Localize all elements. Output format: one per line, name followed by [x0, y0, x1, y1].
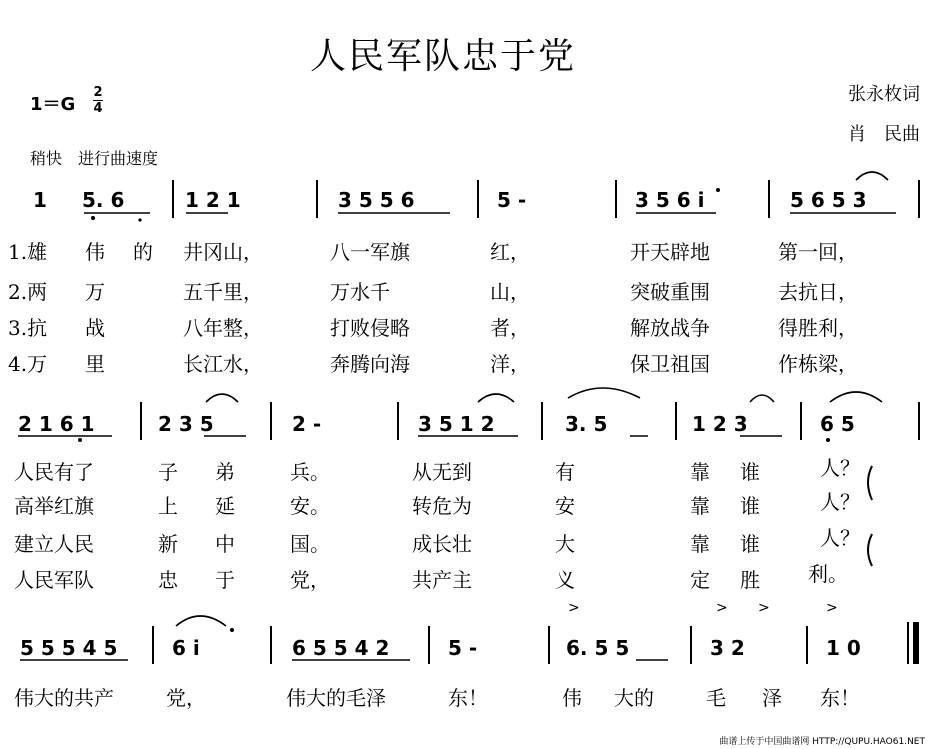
lyric: 党，: [166, 686, 206, 710]
measure-3-6: 3 2: [710, 636, 745, 660]
measure-1-3: 1 2 1: [185, 188, 241, 212]
lyric: 伟大的共产: [14, 686, 114, 710]
lyric: 大的: [614, 686, 654, 710]
lyric: 开天辟地: [630, 240, 710, 264]
lyric: 谁: [740, 460, 760, 484]
measure-2-1: 2 1 6 1: [18, 412, 95, 436]
measure-2-5: 3. 5: [565, 412, 608, 436]
lyric: 中: [215, 532, 235, 556]
lyric: 的: [133, 240, 153, 264]
lyric: 靠: [690, 532, 710, 556]
lyric: 上: [158, 494, 178, 518]
lyric: 忠: [158, 568, 178, 592]
lyric: 突破重围: [630, 280, 710, 304]
lyric: 成长壮: [412, 532, 472, 556]
lyric: 利。: [808, 562, 848, 586]
measure-3-5: 6. 5 5: [566, 636, 630, 660]
lyric: 第一回，: [778, 240, 858, 264]
lyric: 人？: [820, 526, 860, 550]
measure-1-2: 5. 6: [82, 188, 125, 212]
lyric: 八年整，: [183, 316, 263, 340]
lyric: 安: [555, 494, 575, 518]
lyric: 去抗日，: [778, 280, 858, 304]
tempo-marking: 稍快 进行曲速度: [30, 149, 159, 168]
key-signature: 1＝G: [30, 94, 76, 115]
measure-3-2: 6 i: [172, 636, 200, 660]
measure-2-2: 2 3 5: [158, 412, 214, 436]
measure-3-3: 6 5 5 4 2: [292, 636, 390, 660]
accent-mark: >: [716, 600, 728, 616]
measure-3-1: 5 5 5 4 5: [20, 636, 118, 660]
lyric: 义: [555, 568, 575, 592]
lyric: 毛: [706, 686, 726, 710]
lyric: 里: [85, 352, 105, 376]
lyric: 八一军旗: [330, 240, 410, 264]
lyric: 人民军队: [14, 568, 94, 592]
song-title: 人民军队忠于党: [310, 36, 577, 77]
lyric: 大: [555, 532, 575, 556]
measure-1-7: 5 6 5 3: [790, 188, 867, 212]
lyric: 谁: [740, 532, 760, 556]
lyric: 弟: [215, 460, 235, 484]
measure-2-6: 1 2 3: [692, 412, 748, 436]
accent-mark: >: [758, 600, 770, 616]
lyric: 转危为: [412, 494, 472, 518]
lyric: 于: [215, 568, 235, 592]
lyric: 打败侵略: [330, 316, 410, 340]
lyric: 4.万: [8, 352, 48, 376]
accent-mark: >: [826, 600, 838, 616]
lyric: 靠: [690, 460, 710, 484]
lyric: 者，: [490, 316, 530, 340]
composer-credit: 肖 民曲: [848, 124, 920, 145]
lyric: 谁: [740, 494, 760, 518]
lyric: 建立人民: [14, 532, 94, 556]
lyric: 定: [690, 568, 710, 592]
measure-1-5: 5 -: [497, 188, 527, 212]
watermark: 曲谱上传于中国曲谱网 HTTP://QUPU.HAO61.NET: [719, 737, 925, 747]
lyric: 战: [85, 316, 105, 340]
time-signature-top: 2: [93, 85, 103, 100]
lyric: 人民有了: [14, 460, 94, 484]
lyric: 1.雄: [8, 240, 48, 264]
lyric: 万: [85, 280, 105, 304]
lyric: 从无到: [412, 460, 472, 484]
lyric: 有: [555, 460, 575, 484]
lyric: 伟: [85, 240, 105, 264]
measure-2-7: 6 5: [820, 412, 855, 436]
lyric: 党，: [290, 568, 330, 592]
lyric: 作栋梁，: [778, 352, 858, 376]
lyric: 奔腾向海: [330, 352, 410, 376]
lyric: 洋，: [490, 352, 530, 376]
lyric: 保卫祖国: [630, 352, 710, 376]
lyric: 延: [215, 494, 235, 518]
measure-1-1: 1: [33, 188, 47, 212]
lyric: 井冈山，: [183, 240, 263, 264]
measure-2-4: 3 5 1 2: [418, 412, 495, 436]
measure-1-6: 3 5 6 i: [635, 188, 705, 212]
lyricist-credit: 张永枚词: [848, 84, 920, 105]
lyric: 靠: [690, 494, 710, 518]
measure-2-3: 2 -: [292, 412, 322, 436]
lyric: 长江水，: [183, 352, 263, 376]
lyric: 人？: [820, 490, 860, 514]
lyric: 兵。: [290, 460, 330, 484]
lyric: 安。: [290, 494, 330, 518]
lyric: 山，: [490, 280, 530, 304]
lyric: 共产主: [412, 568, 472, 592]
lyric: 子: [158, 460, 178, 484]
lyric: 万水千: [330, 280, 390, 304]
lyric: 东！: [448, 686, 488, 710]
lyric: 东！: [820, 686, 860, 710]
lyric: 高举红旗: [14, 494, 94, 518]
measure-3-4: 5 -: [448, 636, 478, 660]
measure-1-4: 3 5 5 6: [338, 188, 415, 212]
lyric: 五千里，: [183, 280, 263, 304]
lyric: 3.抗: [8, 316, 48, 340]
lyric: 2.两: [8, 280, 48, 304]
lyric: 解放战争: [630, 316, 710, 340]
lyric: 新: [158, 532, 178, 556]
lyric: 伟大的毛泽: [286, 686, 386, 710]
lyric: 人？: [820, 456, 860, 480]
lyric: 得胜利，: [778, 316, 858, 340]
accent-mark: >: [568, 600, 580, 616]
lyric: 伟: [562, 686, 582, 710]
time-signature-bottom: 4: [93, 101, 103, 116]
lyric: 泽: [762, 686, 782, 710]
lyric: 国。: [290, 532, 330, 556]
measure-3-7: 1 0: [826, 636, 861, 660]
lyric: 胜: [740, 568, 760, 592]
lyric: 红，: [490, 240, 530, 264]
